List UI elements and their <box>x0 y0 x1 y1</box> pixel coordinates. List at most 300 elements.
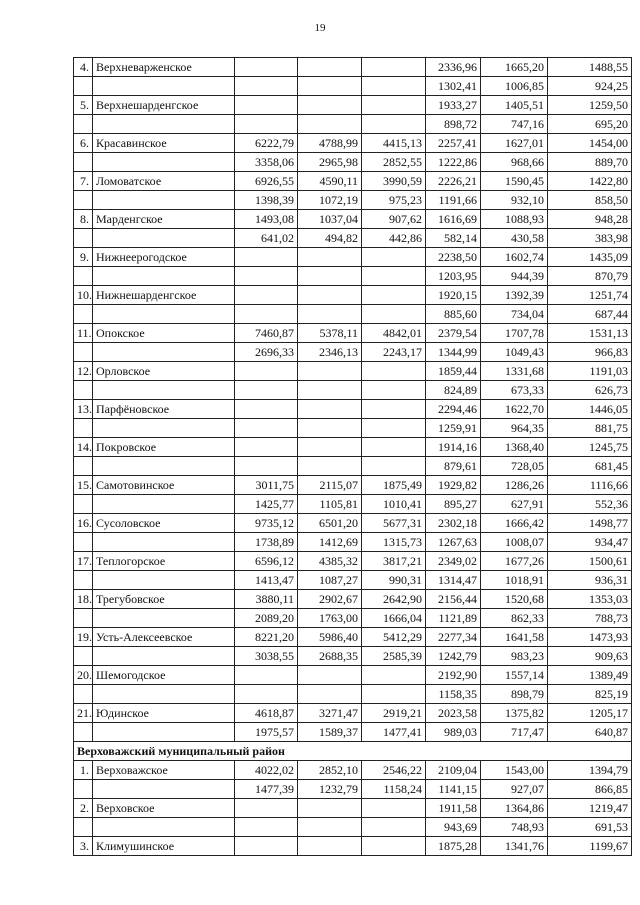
value-cell: 3990,59 <box>362 172 426 191</box>
table-row <box>74 134 632 153</box>
value-cell <box>362 305 426 324</box>
settlement-name: Ломоватское <box>93 172 235 191</box>
row-number: 19. <box>74 628 93 647</box>
value-cell: 1368,40 <box>481 438 548 457</box>
settlement-name <box>93 780 235 799</box>
value-cell <box>362 96 426 115</box>
row-number: 13. <box>74 400 93 419</box>
value-cell: 1364,86 <box>481 799 548 818</box>
settlement-name: Верховское <box>93 799 235 818</box>
row-number <box>74 533 93 552</box>
value-cell: 1105,81 <box>298 495 362 514</box>
value-cell: 5986,40 <box>298 628 362 647</box>
value-cell: 1859,44 <box>426 362 481 381</box>
value-cell <box>298 837 362 856</box>
value-cell: 1267,63 <box>426 533 481 552</box>
value-cell: 964,35 <box>481 419 548 438</box>
value-cell <box>298 248 362 267</box>
value-cell: 2243,17 <box>362 343 426 362</box>
row-number <box>74 495 93 514</box>
row-number: 3. <box>74 837 93 856</box>
settlement-name <box>93 229 235 248</box>
value-cell <box>362 400 426 419</box>
value-cell: 6926,55 <box>235 172 298 191</box>
district-heading-row <box>74 742 632 761</box>
value-cell: 943,69 <box>426 818 481 837</box>
value-cell: 728,05 <box>481 457 548 476</box>
table-row <box>74 476 632 495</box>
settlement-name: Самотовинское <box>93 476 235 495</box>
table-row <box>74 533 632 552</box>
value-cell: 1222,86 <box>426 153 481 172</box>
row-number: 12. <box>74 362 93 381</box>
value-cell <box>298 381 362 400</box>
table-row <box>74 229 632 248</box>
value-cell: 989,03 <box>426 723 481 742</box>
table-row <box>74 495 632 514</box>
table-row <box>74 799 632 818</box>
value-cell <box>298 799 362 818</box>
value-cell <box>362 115 426 134</box>
value-cell: 932,10 <box>481 191 548 210</box>
value-cell: 626,73 <box>548 381 632 400</box>
table-row <box>74 77 632 96</box>
value-cell: 1199,67 <box>548 837 632 856</box>
table-row <box>74 514 632 533</box>
value-cell <box>235 362 298 381</box>
value-cell: 990,31 <box>362 571 426 590</box>
value-cell: 1245,75 <box>548 438 632 457</box>
value-cell: 909,63 <box>548 647 632 666</box>
settlement-name <box>93 191 235 210</box>
value-cell: 1473,93 <box>548 628 632 647</box>
value-cell: 582,14 <box>426 229 481 248</box>
value-cell <box>235 799 298 818</box>
settlement-name <box>93 495 235 514</box>
table-row <box>74 685 632 704</box>
value-cell: 2089,20 <box>235 609 298 628</box>
value-cell: 7460,87 <box>235 324 298 343</box>
table-row <box>74 362 632 381</box>
value-cell: 1286,26 <box>481 476 548 495</box>
row-number <box>74 571 93 590</box>
row-number: 8. <box>74 210 93 229</box>
table-row <box>74 286 632 305</box>
settlement-name: Покровское <box>93 438 235 457</box>
row-number <box>74 685 93 704</box>
value-cell: 1590,45 <box>481 172 548 191</box>
table-row <box>74 666 632 685</box>
value-cell: 1520,68 <box>481 590 548 609</box>
settlement-name: Опокское <box>93 324 235 343</box>
settlement-name: Верхнешарденгское <box>93 96 235 115</box>
table-row <box>74 191 632 210</box>
row-number <box>74 419 93 438</box>
settlement-name: Красавинское <box>93 134 235 153</box>
value-cell <box>298 115 362 134</box>
table-row <box>74 647 632 666</box>
value-cell: 1315,73 <box>362 533 426 552</box>
value-cell: 640,87 <box>548 723 632 742</box>
settlement-name: Нижнеерогодское <box>93 248 235 267</box>
value-cell <box>298 400 362 419</box>
value-cell <box>362 799 426 818</box>
value-cell: 717,47 <box>481 723 548 742</box>
table-row <box>74 58 632 77</box>
value-cell <box>362 685 426 704</box>
value-cell: 1341,76 <box>481 837 548 856</box>
value-cell <box>298 362 362 381</box>
value-cell <box>235 77 298 96</box>
value-cell: 2902,67 <box>298 590 362 609</box>
table-row <box>74 590 632 609</box>
settlement-name: Сусоловское <box>93 514 235 533</box>
value-cell <box>298 818 362 837</box>
value-cell: 1405,51 <box>481 96 548 115</box>
value-cell: 1738,89 <box>235 533 298 552</box>
value-cell: 1477,39 <box>235 780 298 799</box>
value-cell: 1602,74 <box>481 248 548 267</box>
value-cell: 1121,89 <box>426 609 481 628</box>
value-cell: 5677,31 <box>362 514 426 533</box>
table-row <box>74 628 632 647</box>
row-number <box>74 115 93 134</box>
value-cell: 968,66 <box>481 153 548 172</box>
row-number: 21. <box>74 704 93 723</box>
table-row <box>74 343 632 362</box>
value-cell: 1616,69 <box>426 210 481 229</box>
value-cell: 2294,46 <box>426 400 481 419</box>
value-cell: 948,28 <box>548 210 632 229</box>
value-cell: 4618,87 <box>235 704 298 723</box>
settlement-name <box>93 115 235 134</box>
value-cell <box>235 438 298 457</box>
value-cell: 1037,04 <box>298 210 362 229</box>
value-cell: 1666,42 <box>481 514 548 533</box>
value-cell <box>235 267 298 286</box>
value-cell: 1141,15 <box>426 780 481 799</box>
value-cell: 1500,61 <box>548 552 632 571</box>
value-cell: 2349,02 <box>426 552 481 571</box>
value-cell: 2109,04 <box>426 761 481 780</box>
value-cell: 1911,58 <box>426 799 481 818</box>
value-cell: 3817,21 <box>362 552 426 571</box>
value-cell <box>298 419 362 438</box>
value-cell <box>362 286 426 305</box>
value-cell: 2346,13 <box>298 343 362 362</box>
settlement-name: Трегубовское <box>93 590 235 609</box>
value-cell: 1203,95 <box>426 267 481 286</box>
row-number <box>74 153 93 172</box>
value-cell: 1242,79 <box>426 647 481 666</box>
row-number <box>74 381 93 400</box>
value-cell: 1158,24 <box>362 780 426 799</box>
row-number <box>74 609 93 628</box>
value-cell: 1488,55 <box>548 58 632 77</box>
value-cell: 2642,90 <box>362 590 426 609</box>
value-cell: 3011,75 <box>235 476 298 495</box>
value-cell: 4590,11 <box>298 172 362 191</box>
value-cell: 1375,82 <box>481 704 548 723</box>
value-cell: 1088,93 <box>481 210 548 229</box>
row-number: 15. <box>74 476 93 495</box>
value-cell: 2852,10 <box>298 761 362 780</box>
settlement-name <box>93 533 235 552</box>
settlement-name <box>93 457 235 476</box>
settlement-name <box>93 77 235 96</box>
value-cell: 1302,41 <box>426 77 481 96</box>
value-cell: 2277,34 <box>426 628 481 647</box>
table-row <box>74 400 632 419</box>
value-cell: 1425,77 <box>235 495 298 514</box>
value-cell <box>298 96 362 115</box>
value-cell: 8221,20 <box>235 628 298 647</box>
table-row <box>74 723 632 742</box>
value-cell: 1205,17 <box>548 704 632 723</box>
table-row <box>74 381 632 400</box>
value-cell: 936,31 <box>548 571 632 590</box>
page-number: 19 <box>314 22 326 34</box>
settlement-name <box>93 419 235 438</box>
value-cell: 430,58 <box>481 229 548 248</box>
settlement-name <box>93 381 235 400</box>
value-cell: 1116,66 <box>548 476 632 495</box>
value-cell: 870,79 <box>548 267 632 286</box>
value-cell: 1006,85 <box>481 77 548 96</box>
table-row <box>74 248 632 267</box>
value-cell: 1331,68 <box>481 362 548 381</box>
value-cell: 824,89 <box>426 381 481 400</box>
value-cell: 695,20 <box>548 115 632 134</box>
value-cell: 975,23 <box>362 191 426 210</box>
value-cell: 858,50 <box>548 191 632 210</box>
value-cell: 1158,35 <box>426 685 481 704</box>
row-number: 5. <box>74 96 93 115</box>
value-cell: 1389,49 <box>548 666 632 685</box>
value-cell <box>298 666 362 685</box>
settlement-name <box>93 153 235 172</box>
value-cell <box>235 457 298 476</box>
value-cell: 1251,74 <box>548 286 632 305</box>
value-cell: 2965,98 <box>298 153 362 172</box>
value-cell <box>362 248 426 267</box>
value-cell <box>235 685 298 704</box>
settlement-name: Марденгское <box>93 210 235 229</box>
value-cell: 3038,55 <box>235 647 298 666</box>
value-cell: 966,83 <box>548 343 632 362</box>
value-cell: 866,85 <box>548 780 632 799</box>
value-cell: 1413,47 <box>235 571 298 590</box>
value-cell: 4385,32 <box>298 552 362 571</box>
value-cell: 934,47 <box>548 533 632 552</box>
value-cell: 627,91 <box>481 495 548 514</box>
value-cell: 2257,41 <box>426 134 481 153</box>
value-cell: 2226,21 <box>426 172 481 191</box>
value-cell <box>235 666 298 685</box>
value-cell <box>362 438 426 457</box>
table-row <box>74 780 632 799</box>
settlement-name: Юдинское <box>93 704 235 723</box>
row-number <box>74 229 93 248</box>
value-cell: 983,23 <box>481 647 548 666</box>
settlement-name <box>93 305 235 324</box>
value-cell <box>298 457 362 476</box>
value-cell: 1477,41 <box>362 723 426 742</box>
value-cell: 748,93 <box>481 818 548 837</box>
value-cell <box>235 58 298 77</box>
value-cell: 788,73 <box>548 609 632 628</box>
value-cell: 1493,08 <box>235 210 298 229</box>
value-cell: 862,33 <box>481 609 548 628</box>
value-cell: 2023,58 <box>426 704 481 723</box>
value-cell: 898,72 <box>426 115 481 134</box>
value-cell: 3358,06 <box>235 153 298 172</box>
value-cell: 1314,47 <box>426 571 481 590</box>
row-number <box>74 191 93 210</box>
row-number <box>74 647 93 666</box>
value-cell: 6222,79 <box>235 134 298 153</box>
settlement-name: Шемогодское <box>93 666 235 685</box>
value-cell: 4788,99 <box>298 134 362 153</box>
row-number: 4. <box>74 58 93 77</box>
value-cell: 1412,69 <box>298 533 362 552</box>
value-cell <box>235 818 298 837</box>
value-cell <box>298 286 362 305</box>
value-cell <box>298 305 362 324</box>
value-cell: 1087,27 <box>298 571 362 590</box>
table-row <box>74 609 632 628</box>
row-number: 14. <box>74 438 93 457</box>
settlement-name <box>93 609 235 628</box>
table-row <box>74 438 632 457</box>
settlement-name: Верховажское <box>93 761 235 780</box>
settlement-name: Нижнешарденгское <box>93 286 235 305</box>
value-cell: 885,60 <box>426 305 481 324</box>
row-number <box>74 818 93 837</box>
table-row <box>74 457 632 476</box>
value-cell: 1666,04 <box>362 609 426 628</box>
row-number: 18. <box>74 590 93 609</box>
value-cell: 1018,91 <box>481 571 548 590</box>
value-cell: 1543,00 <box>481 761 548 780</box>
value-cell: 1010,41 <box>362 495 426 514</box>
value-cell <box>362 77 426 96</box>
value-cell: 1191,66 <box>426 191 481 210</box>
value-cell: 1665,20 <box>481 58 548 77</box>
value-cell <box>298 685 362 704</box>
value-cell: 2336,96 <box>426 58 481 77</box>
value-cell: 734,04 <box>481 305 548 324</box>
table-row <box>74 419 632 438</box>
value-cell: 1049,43 <box>481 343 548 362</box>
value-cell: 2696,33 <box>235 343 298 362</box>
row-number <box>74 267 93 286</box>
row-number <box>74 77 93 96</box>
value-cell: 383,98 <box>548 229 632 248</box>
value-cell: 895,27 <box>426 495 481 514</box>
row-number: 20. <box>74 666 93 685</box>
value-cell: 1920,15 <box>426 286 481 305</box>
settlement-name: Орловское <box>93 362 235 381</box>
table-row <box>74 571 632 590</box>
value-cell <box>362 818 426 837</box>
settlement-name: Теплогорское <box>93 552 235 571</box>
settlement-name <box>93 571 235 590</box>
table-row <box>74 267 632 286</box>
value-cell: 1435,09 <box>548 248 632 267</box>
value-cell <box>235 419 298 438</box>
value-cell: 2156,44 <box>426 590 481 609</box>
value-cell <box>235 400 298 419</box>
value-cell: 1622,70 <box>481 400 548 419</box>
value-cell: 1344,99 <box>426 343 481 362</box>
value-cell: 2302,18 <box>426 514 481 533</box>
value-cell <box>298 58 362 77</box>
settlement-name <box>93 267 235 286</box>
value-cell: 927,07 <box>481 780 548 799</box>
value-cell: 747,16 <box>481 115 548 134</box>
table-row <box>74 837 632 856</box>
value-cell: 3880,11 <box>235 590 298 609</box>
table-row <box>74 115 632 134</box>
row-number <box>74 457 93 476</box>
value-cell: 1259,91 <box>426 419 481 438</box>
value-cell <box>235 115 298 134</box>
value-cell: 5378,11 <box>298 324 362 343</box>
value-cell: 1914,16 <box>426 438 481 457</box>
value-cell: 1394,79 <box>548 761 632 780</box>
value-cell: 2115,07 <box>298 476 362 495</box>
section-1-body <box>74 58 632 742</box>
value-cell <box>235 96 298 115</box>
value-cell <box>235 837 298 856</box>
row-number: 16. <box>74 514 93 533</box>
settlement-name: Усть-Алексеевское <box>93 628 235 647</box>
value-cell <box>235 248 298 267</box>
settlement-name <box>93 685 235 704</box>
value-cell: 687,44 <box>548 305 632 324</box>
value-cell: 1008,07 <box>481 533 548 552</box>
row-number: 2. <box>74 799 93 818</box>
row-number: 17. <box>74 552 93 571</box>
value-cell: 1557,14 <box>481 666 548 685</box>
value-cell: 3271,47 <box>298 704 362 723</box>
row-number <box>74 343 93 362</box>
value-cell: 1498,77 <box>548 514 632 533</box>
row-number <box>74 723 93 742</box>
value-cell <box>362 381 426 400</box>
value-cell: 442,86 <box>362 229 426 248</box>
value-cell: 2852,55 <box>362 153 426 172</box>
value-cell: 889,70 <box>548 153 632 172</box>
tariff-table <box>73 57 632 856</box>
value-cell: 1933,27 <box>426 96 481 115</box>
value-cell: 2919,21 <box>362 704 426 723</box>
value-cell: 1072,19 <box>298 191 362 210</box>
row-number <box>74 780 93 799</box>
value-cell: 924,25 <box>548 77 632 96</box>
value-cell: 681,45 <box>548 457 632 476</box>
value-cell <box>235 286 298 305</box>
row-number: 1. <box>74 761 93 780</box>
district-heading-body <box>74 742 632 761</box>
value-cell: 944,39 <box>481 267 548 286</box>
value-cell: 879,61 <box>426 457 481 476</box>
value-cell: 1398,39 <box>235 191 298 210</box>
value-cell: 1589,37 <box>298 723 362 742</box>
table-row <box>74 818 632 837</box>
value-cell: 825,19 <box>548 685 632 704</box>
